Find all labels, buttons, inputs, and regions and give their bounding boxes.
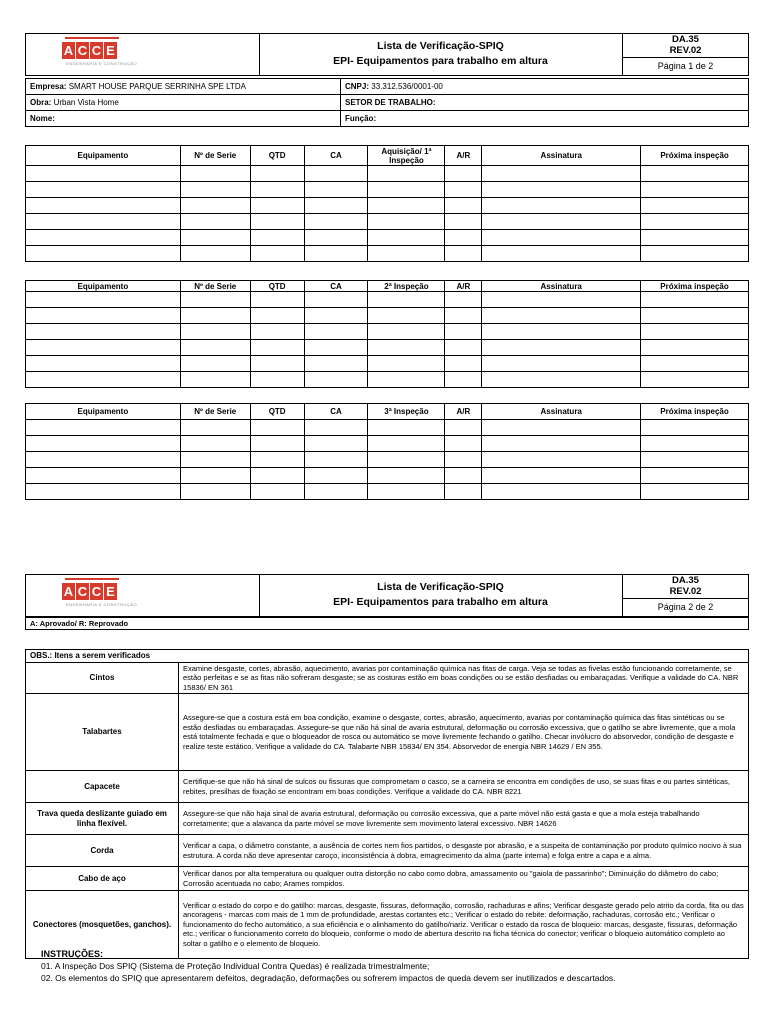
instruction-item: 02. Os elementos do SPIQ que apresentarem defeitos, degradação, deformações ou sofrerem impactos de queda devem ser inutilizados e descartados.	[41, 973, 616, 983]
page-number: Página 2 de 2	[657, 602, 714, 612]
cnpj-value: 33.312.536/0001-00	[371, 82, 443, 91]
empresa-value: SMART HOUSE PARQUE SERRINHA SPE LTDA	[68, 82, 246, 91]
table-row[interactable]	[26, 166, 749, 182]
table-row[interactable]	[26, 372, 749, 388]
col-ca: CA	[304, 146, 368, 166]
table-row[interactable]	[26, 324, 749, 340]
col-ar: A/R	[445, 146, 482, 166]
nome-label: Nome:	[30, 114, 55, 123]
col-ar: A/R	[445, 404, 482, 420]
table-row[interactable]	[26, 308, 749, 324]
col-numero-serie: Nº de Serie	[180, 146, 250, 166]
company-logo	[26, 34, 260, 75]
table-row[interactable]	[26, 182, 749, 198]
form-header-page-1	[25, 33, 749, 76]
funcao-cell[interactable]	[341, 111, 749, 127]
col-proxima-inspecao: Próxima inspeção	[641, 404, 749, 420]
table-row[interactable]	[26, 292, 749, 308]
table-row[interactable]	[26, 484, 749, 500]
item-name: Talabartes	[26, 694, 179, 771]
item-name: Corda	[26, 835, 179, 867]
form-title-block	[259, 34, 623, 75]
instructions-title: INSTRUÇÕES:	[41, 949, 104, 959]
empresa-cell[interactable]	[26, 79, 341, 95]
document-code-block	[623, 34, 748, 75]
obs-row	[26, 803, 749, 835]
obra-value: Urban Vista Home	[53, 98, 119, 107]
setor-cell[interactable]	[341, 95, 749, 111]
setor-label: SETOR DE TRABALHO:	[345, 98, 436, 107]
logo-letter: A	[63, 43, 74, 58]
col-proxima-inspecao: Próxima inspeção	[641, 146, 749, 166]
table-row[interactable]	[26, 452, 749, 468]
obs-row	[26, 771, 749, 803]
col-qtd: QTD	[250, 404, 304, 420]
observations-table	[25, 649, 749, 959]
document-code: DA.35	[672, 34, 699, 45]
document-revision: REV.02	[623, 586, 748, 599]
inspection-table-2	[25, 280, 749, 388]
document-code-block	[623, 575, 748, 616]
item-description: Assegure-se que não haja sinal de avaria estrutural, deformação ou corrosão excessiva, que a parte móvel não está gasta e que a mola esteja trabalhando corretamente; que a alavanca da parte móvel se move livremente sem movimento lateral excessivo. NBR 14626	[179, 803, 749, 835]
logo-letter: C	[91, 584, 102, 599]
form-title-block	[259, 575, 623, 616]
item-description: Verificar o estado do corpo e do gatilho: marcas, desgaste, fissuras, deformação, corrosão, rachaduras e afins; Verificar desgaste gerado pelo atrito da corda, fita ou das ancoragens - marcas com mais de 1 mm de profundidade, arestas cortantes etc.; Verificar o estado do rebite: deformação, rachaduras, corrosão etc.; Verificar o funcionamento do fecho automático, a sua eficiência e o alinhamento do gatilho/nariz. Verificar o estado da rosca de bloqueio: marcas, desgaste, fissuras, deformação etc.; verificar o funcionamento correto do bloqueio, conforme o modo de abertura descrito na ficha técnica do conector; verificar o bloqueio automático completo ao soltar o gatilho e o elemento de bloqueio.	[179, 891, 749, 959]
empresa-label: Empresa:	[30, 82, 67, 91]
obra-cell[interactable]	[26, 95, 341, 111]
page-number: Página 1 de 2	[657, 61, 714, 71]
col-assinatura: Assinatura	[482, 281, 641, 292]
form-subtitle: EPI- Equipamentos para trabalho em altura	[333, 596, 548, 608]
inspection-table-3	[25, 403, 749, 500]
logo-letter: E	[104, 42, 117, 59]
col-qtd: QTD	[250, 281, 304, 292]
col-ca: CA	[304, 404, 368, 420]
col-inspecao: Aquisição/ 1ª Inspeção	[368, 146, 445, 166]
logo-letter: C	[91, 43, 102, 58]
col-equipamento: Equipamento	[26, 281, 181, 292]
col-numero-serie: Nº de Serie	[180, 404, 250, 420]
col-ca: CA	[304, 281, 368, 292]
item-description: Verificar danos por alta temperatura ou qualquer outra distorção no cabo como dobra, amassamento ou "gaiola de passarinho"; Diminuição do diâmetro do cabo; Corrosão acentuada no cabo; Arames rompidos.	[179, 867, 749, 891]
col-numero-serie: Nº de Serie	[180, 281, 250, 292]
table-row[interactable]	[26, 356, 749, 372]
col-equipamento: Equipamento	[26, 146, 181, 166]
obs-row	[26, 835, 749, 867]
form-header-page-2	[25, 574, 749, 617]
funcao-label: Função:	[345, 114, 377, 123]
inspection-table-1	[25, 145, 749, 262]
item-name: Cabo de aço	[26, 867, 179, 891]
table-row[interactable]	[26, 436, 749, 452]
col-assinatura: Assinatura	[482, 404, 641, 420]
table-row[interactable]	[26, 340, 749, 356]
item-description: Assegure-se que a costura está em boa condição, examine o desgaste, cortes, abrasão, aquecimento, avarias por contaminação química das fitas sintéticas ou se estão desfiadas ou embaraçadas. Assegure-se que não há sinal de avaria estrutural, deformação ou corrosão excessiva, que o gatilho se abre livremente, que a mola está totalmente fechada e que o bloqueador de rosca ou automático se move livremente fechando o gatilho. Checar invólucro do absorvedor, condição de desgaste e realize teste estático. Verifique a validade do CA. Talabarte NBR 15834/ EN 354. Absorvedor de energia NBR 14629 / EN 355.	[179, 694, 749, 771]
nome-cell[interactable]	[26, 111, 341, 127]
instruction-item: 01. A Inspeção Dos SPIQ (Sistema de Proteção Individual Contra Quedas) é realizada trimestralmente;	[41, 961, 430, 971]
employee-info-table	[25, 78, 749, 127]
col-qtd: QTD	[250, 146, 304, 166]
logo-letter: A	[63, 584, 74, 599]
logo-subtitle: ENGENHARIA E CONSTRUÇÃO	[66, 602, 138, 607]
legend-approved-rejected: A: Aprovado/ R: Reprovado	[25, 617, 749, 630]
obra-label: Obra:	[30, 98, 52, 107]
col-assinatura: Assinatura	[482, 146, 641, 166]
item-name: Conectores (mosquetões, ganchos).	[26, 891, 179, 959]
table-row[interactable]	[26, 468, 749, 484]
form-title: Lista de Verificação-SPIQ	[377, 40, 504, 52]
col-ar: A/R	[445, 281, 482, 292]
cnpj-label: CNPJ:	[345, 82, 370, 91]
instructions-block	[41, 948, 616, 984]
logo-letter: E	[104, 583, 117, 600]
observations-title: OBS.: Itens a serem verificados	[26, 650, 749, 663]
logo-subtitle: ENGENHARIA E CONSTRUÇÃO	[66, 61, 138, 66]
obs-row	[26, 867, 749, 891]
obs-row	[26, 694, 749, 771]
document-revision: REV.02	[623, 45, 748, 58]
col-equipamento: Equipamento	[26, 404, 181, 420]
col-proxima-inspecao: Próxima inspeção	[641, 281, 749, 292]
table-row[interactable]	[26, 420, 749, 436]
document-code: DA.35	[672, 575, 699, 586]
item-description: Certifique-se que não há sinal de sulcos ou fissuras que comprometam o casco, se a carneira se encontra em condições de uso, se suas fitas e ou partes sintéticas, rebites, presilhas de fixação se encontram em boas condições. Verifique a validade do CA. NBR 8221	[179, 771, 749, 803]
table-row[interactable]	[26, 246, 749, 262]
logo-letter: C	[77, 584, 88, 599]
item-name: Cintos	[26, 662, 179, 694]
form-title: Lista de Verificação-SPIQ	[377, 581, 504, 593]
col-inspecao: 3ª Inspeção	[368, 404, 445, 420]
company-logo	[26, 575, 260, 616]
logo-letter: C	[77, 43, 88, 58]
form-subtitle: EPI- Equipamentos para trabalho em altura	[333, 55, 548, 67]
item-name: Capacete	[26, 771, 179, 803]
item-name: Trava queda deslizante guiado em linha flexível.	[26, 803, 179, 835]
table-row[interactable]	[26, 214, 749, 230]
item-description: Verificar a capa, o diâmetro constante, a ausência de cortes nem fios partidos, o desgaste por abrasão, e a suspeita de contaminação por produto químico nocivo à sua estrutura. A corda não deve apresentar caroço, inconsistência à dobra, emagrecimento da alma (parte interna) e folga entre a capa e a alma.	[179, 835, 749, 867]
item-description: Examine desgaste, cortes, abrasão, aquecimento, avarias por contaminação química nas fitas de carga. Veja se todas as fivelas estão funcionando corretamente, se estão perfeitas e se as fitas não sofreram desgaste; se as costuras estão em boas condições ou se estão desfiadas ou embaraçadas. Verifique a validade do CA. NBR 15836/ EN 361	[179, 662, 749, 694]
col-inspecao: 2ª Inspeção	[368, 281, 445, 292]
table-row[interactable]	[26, 198, 749, 214]
cnpj-cell[interactable]	[341, 79, 749, 95]
table-row[interactable]	[26, 230, 749, 246]
obs-row	[26, 662, 749, 694]
